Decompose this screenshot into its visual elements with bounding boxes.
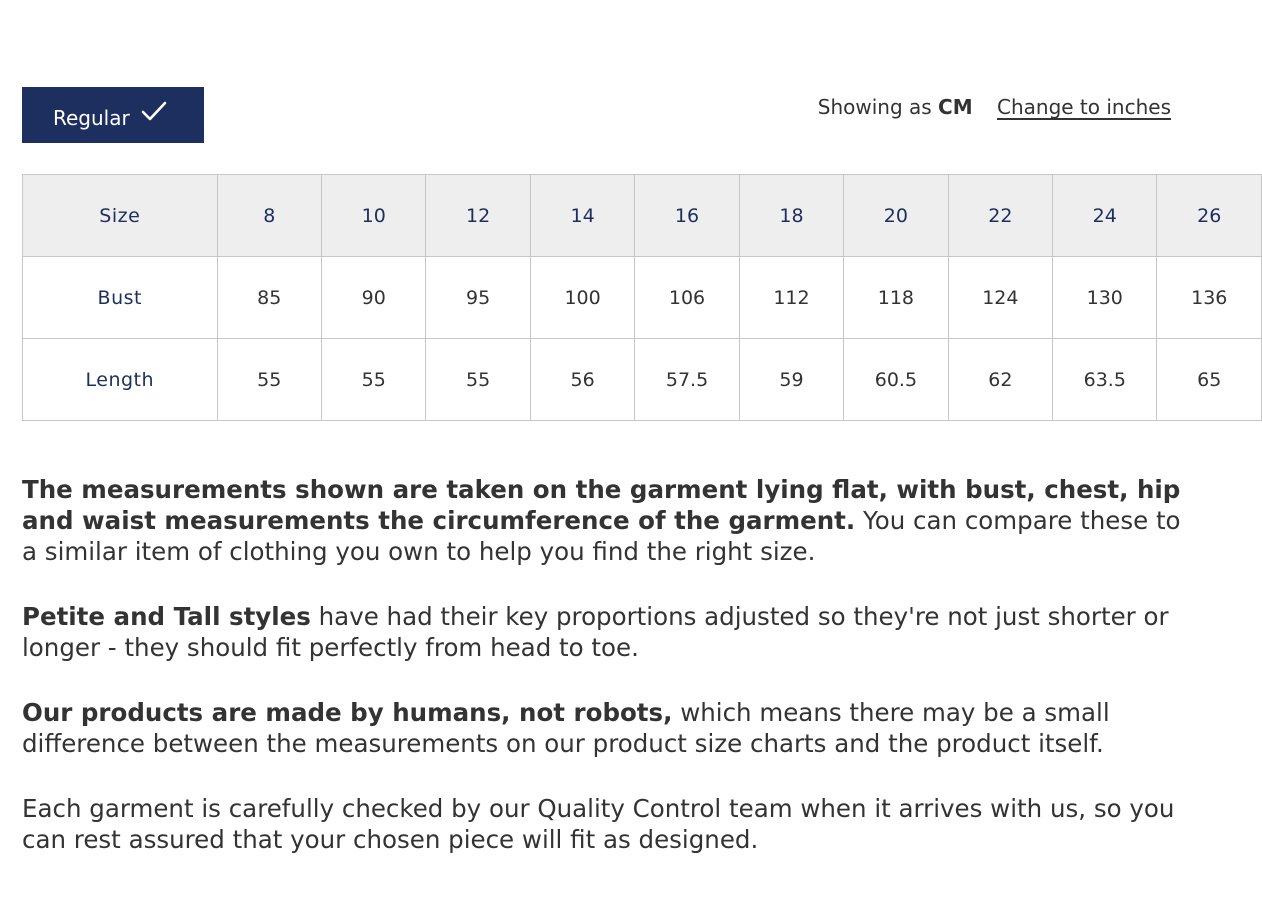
- measurement-cell: 55: [426, 339, 530, 421]
- note-emphasis: Petite and Tall styles: [22, 602, 311, 631]
- size-header-cell: 22: [948, 175, 1052, 257]
- change-to-inches-link[interactable]: Change to inches: [997, 95, 1171, 119]
- measurement-cell: 95: [426, 257, 530, 339]
- measurement-cell: 112: [739, 257, 843, 339]
- size-table: [22, 174, 1262, 421]
- measurement-cell: 65: [1157, 339, 1262, 421]
- size-header-cell: 10: [321, 175, 425, 257]
- unit-prefix: Showing as: [817, 95, 932, 119]
- note-text: have had their key proportions adjusted so they're not just shorter or longer - they should fit perfectly from head to toe.: [22, 602, 1169, 662]
- fit-label: Regular: [53, 106, 130, 130]
- table-row-length: [23, 339, 1262, 421]
- measurement-cell: 55: [217, 339, 321, 421]
- measurement-cell: 124: [948, 257, 1052, 339]
- measurement-cell: 60.5: [844, 339, 948, 421]
- measurement-cell: 63.5: [1053, 339, 1157, 421]
- measurement-cell: 130: [1053, 257, 1157, 339]
- size-header-cell: 24: [1053, 175, 1157, 257]
- size-header-cell: 14: [530, 175, 634, 257]
- size-notes: [22, 474, 1182, 889]
- size-table-body: [23, 175, 1262, 421]
- measurement-cell: 62: [948, 339, 1052, 421]
- measurement-cell: 85: [217, 257, 321, 339]
- measurement-cell: 55: [321, 339, 425, 421]
- note-paragraph: [22, 474, 1182, 567]
- measurement-cell: 56: [530, 339, 634, 421]
- note-text: You can compare these to a similar item of clothing you own to help you find the right size.: [22, 506, 1181, 566]
- measurement-cell: 118: [844, 257, 948, 339]
- measurement-cell: 136: [1157, 257, 1262, 339]
- measurement-cell: 100: [530, 257, 634, 339]
- row-label: Size: [23, 175, 218, 257]
- size-header-cell: 16: [635, 175, 739, 257]
- size-table-scroller[interactable]: [22, 174, 1228, 428]
- size-header-cell: 20: [844, 175, 948, 257]
- note-text: which means there may be a small difference between the measurements on our product size charts and the product itself.: [22, 698, 1110, 758]
- size-header-cell: 18: [739, 175, 843, 257]
- fit-regular-button[interactable]: [22, 87, 204, 143]
- unit-toggle-bar: [818, 94, 1171, 120]
- note-paragraph: [22, 697, 1182, 759]
- size-header-cell: 12: [426, 175, 530, 257]
- measurement-cell: 59: [739, 339, 843, 421]
- row-label: Bust: [23, 257, 218, 339]
- measurement-cell: 57.5: [635, 339, 739, 421]
- measurement-cell: 90: [321, 257, 425, 339]
- check-icon: [140, 99, 168, 123]
- note-paragraph: [22, 601, 1182, 663]
- size-header-row: [23, 175, 1262, 257]
- table-row-bust: [23, 257, 1262, 339]
- current-unit: CM: [938, 95, 973, 119]
- row-label: Length: [23, 339, 218, 421]
- note-paragraph: [22, 793, 1182, 855]
- note-text: Each garment is carefully checked by our Quality Control team when it arrives with us, so you can rest assured that your chosen piece will fit as designed.: [22, 794, 1175, 854]
- measurement-cell: 106: [635, 257, 739, 339]
- note-emphasis: Our products are made by humans, not robots,: [22, 698, 673, 727]
- size-header-cell: 26: [1157, 175, 1262, 257]
- size-header-cell: 8: [217, 175, 321, 257]
- note-emphasis: The measurements shown are taken on the garment lying flat, with bust, chest, hip and waist measurements the circumference of the garment.: [22, 475, 1181, 535]
